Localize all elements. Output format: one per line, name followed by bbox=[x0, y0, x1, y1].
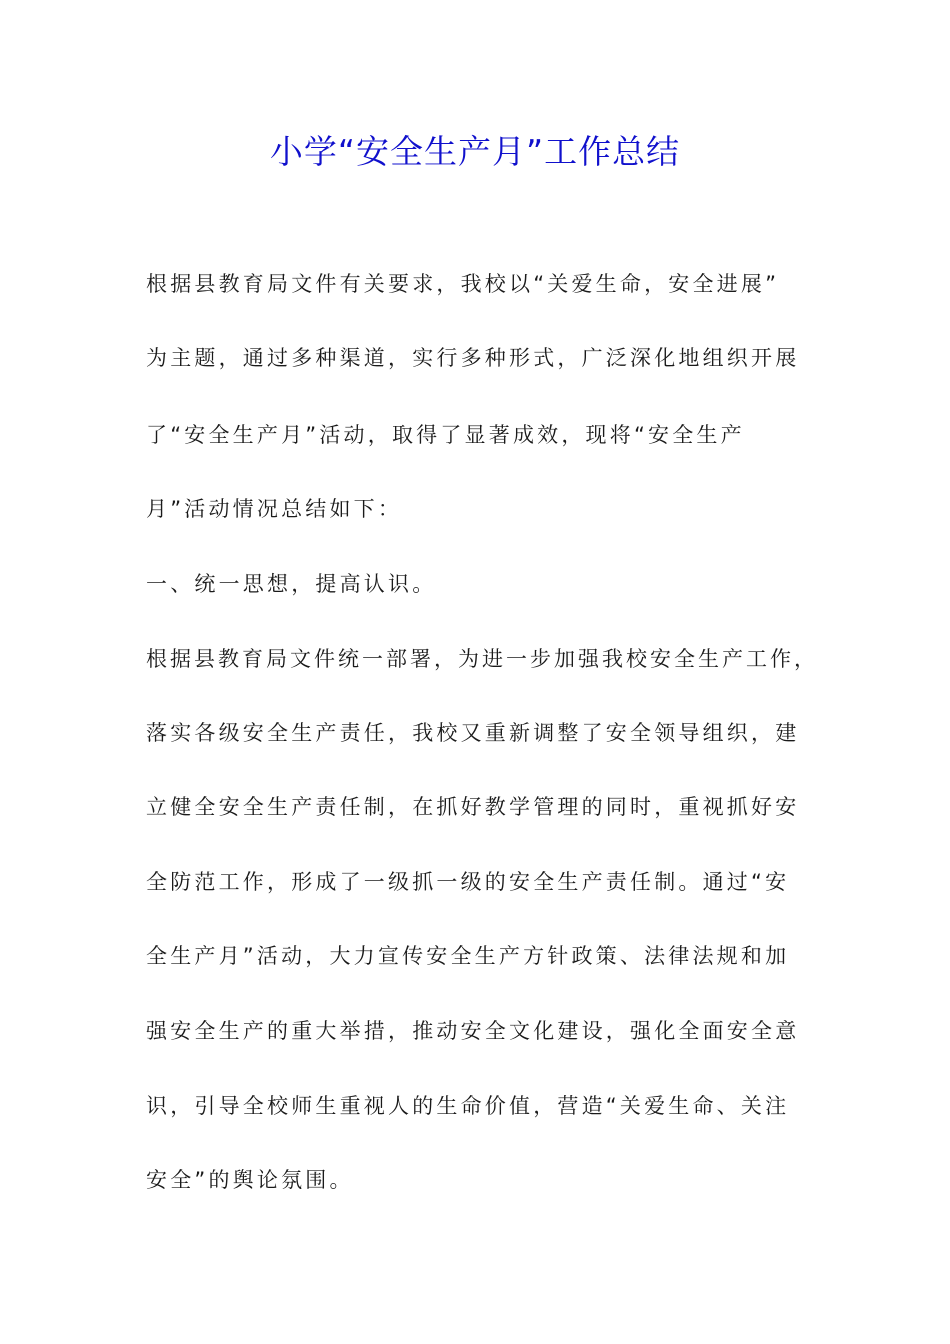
section-heading: 一、统一思想，提高认识。 bbox=[146, 572, 437, 596]
paragraph-line: 立健全安全生产责任制，在抓好教学管理的同时，重视抓好安 bbox=[146, 795, 800, 819]
paragraph-line: 识，引导全校师生重视人的生命价值，营造“关爱生命、关注 bbox=[146, 1094, 790, 1118]
paragraph-line: 落实各级安全生产责任，我校又重新调整了安全领导组织，建 bbox=[146, 721, 800, 745]
paragraph-line: 全防范工作，形成了一级抓一级的安全生产责任制。通过“安 bbox=[146, 870, 790, 894]
paragraph-line: 根据县教育局文件统一部署，为进一步加强我校安全生产工作， bbox=[146, 647, 818, 671]
paragraph-line: 强安全生产的重大举措，推动安全文化建设，强化全面安全意 bbox=[146, 1019, 800, 1043]
paragraph-line: 全生产月”活动，大力宣传安全生产方针政策、法律法规和加 bbox=[146, 944, 790, 968]
paragraph-line: 了“安全生产月”活动，取得了显著成效，现将“安全生产 bbox=[146, 423, 745, 447]
paragraph-line: 为主题，通过多种渠道，实行多种形式，广泛深化地组织开展 bbox=[146, 346, 800, 370]
document-title: 小学“安全生产月”工作总结 bbox=[269, 132, 681, 171]
paragraph-line: 月”活动情况总结如下： bbox=[146, 497, 403, 521]
paragraph-line: 根据县教育局文件有关要求，我校以“关爱生命，安全进展” bbox=[146, 272, 780, 296]
paragraph-line: 安全”的舆论氛围。 bbox=[146, 1168, 354, 1192]
